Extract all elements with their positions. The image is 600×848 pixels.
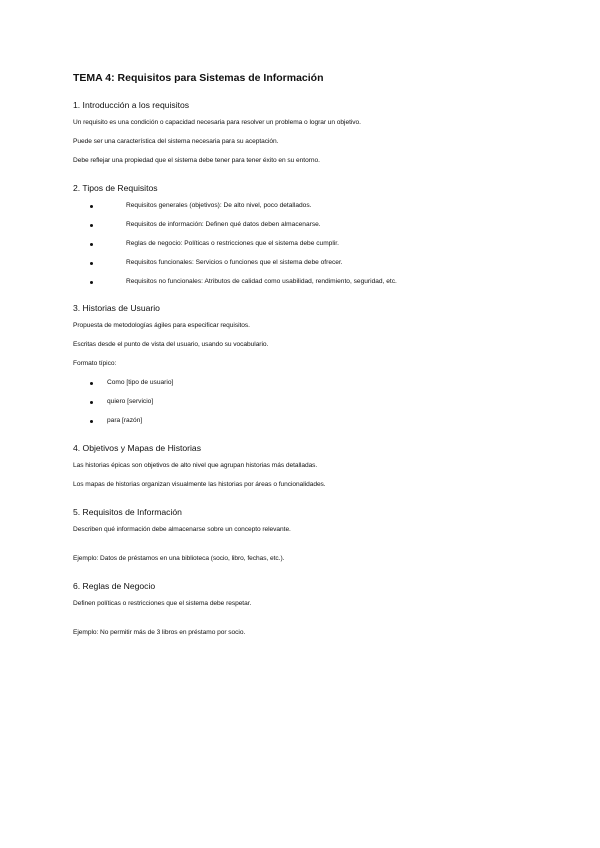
bullet-icon xyxy=(90,401,93,404)
bullet-icon xyxy=(90,420,93,423)
example-paragraph: Ejemplo: No permitir más de 3 libros en préstamo por socio. xyxy=(73,629,246,636)
bullet-list xyxy=(73,379,540,425)
section-heading: 6. Reglas de Negocio xyxy=(73,581,156,591)
list-item-text: Requisitos no funcionales: Atributos de calidad como usabilidad, rendimiento, seguridad, etc. xyxy=(126,278,397,285)
spacer xyxy=(73,545,540,555)
paragraph: Formato típico: xyxy=(73,360,117,367)
list-item xyxy=(90,221,540,229)
paragraph: Un requisito es una condición o capacidad necesaria para resolver un problema o lograr un objetivo. xyxy=(73,119,361,126)
list-item-text: Requisitos de información: Definen qué datos deben almacenarse. xyxy=(126,221,321,228)
list-item-text: Como [tipo de usuario] xyxy=(107,379,174,386)
list-item xyxy=(90,259,540,267)
document-title: TEMA 4: Requisitos para Sistemas de Información xyxy=(73,72,324,84)
section-requirement-types xyxy=(73,183,540,286)
section-information-requirements xyxy=(73,507,540,563)
list-item xyxy=(90,240,540,248)
paragraph: Los mapas de historias organizan visualmente las historias por áreas o funcionalidades. xyxy=(73,481,326,488)
section-objectives-story-maps xyxy=(73,443,540,489)
bullet-icon xyxy=(90,262,93,265)
paragraph: Definen políticas o restricciones que el sistema debe respetar. xyxy=(73,600,252,607)
section-heading: 4. Objetivos y Mapas de Historias xyxy=(73,443,202,453)
example-paragraph: Ejemplo: Datos de préstamos en una biblioteca (socio, libro, fechas, etc.). xyxy=(73,555,285,562)
section-heading: 2. Tipos de Requisitos xyxy=(73,183,158,193)
section-heading: 3. Historias de Usuario xyxy=(73,303,160,313)
paragraph: Propuesta de metodologías ágiles para especificar requisitos. xyxy=(73,322,250,329)
list-item-text: para [razón] xyxy=(107,417,143,424)
paragraph: Describen qué información debe almacenarse sobre un concepto relevante. xyxy=(73,526,291,533)
list-item xyxy=(90,278,540,286)
paragraph: Escritas desde el punto de vista del usuario, usando su vocabulario. xyxy=(73,341,269,348)
list-item xyxy=(90,398,540,406)
bullet-icon xyxy=(90,205,93,208)
list-item-text: Reglas de negocio: Políticas o restricciones que el sistema debe cumplir. xyxy=(126,240,339,247)
section-user-stories xyxy=(73,303,540,425)
section-business-rules xyxy=(73,581,540,637)
bullet-list xyxy=(73,202,540,286)
list-item xyxy=(90,202,540,210)
bullet-icon xyxy=(90,243,93,246)
list-item xyxy=(90,379,540,387)
paragraph: Debe reflejar una propiedad que el sistema debe tener para tener éxito en su entorno. xyxy=(73,157,320,164)
bullet-icon xyxy=(90,281,93,284)
list-item-text: Requisitos funcionales: Servicios o funciones que el sistema debe ofrecer. xyxy=(126,259,343,266)
list-item xyxy=(90,417,540,425)
list-item-text: Requisitos generales (objetivos): De alto nivel, poco detallados. xyxy=(126,202,312,209)
list-item-text: quiero [servicio] xyxy=(107,398,154,405)
paragraph: Puede ser una característica del sistema necesaria para su aceptación. xyxy=(73,138,279,145)
section-introduction xyxy=(73,100,540,165)
paragraph: Las historias épicas son objetivos de alto nivel que agrupan historias más detalladas. xyxy=(73,462,318,469)
section-heading: 1. Introducción a los requisitos xyxy=(73,100,190,110)
spacer xyxy=(73,619,540,629)
bullet-icon xyxy=(90,224,93,227)
bullet-icon xyxy=(90,382,93,385)
section-heading: 5. Requisitos de Información xyxy=(73,507,182,517)
